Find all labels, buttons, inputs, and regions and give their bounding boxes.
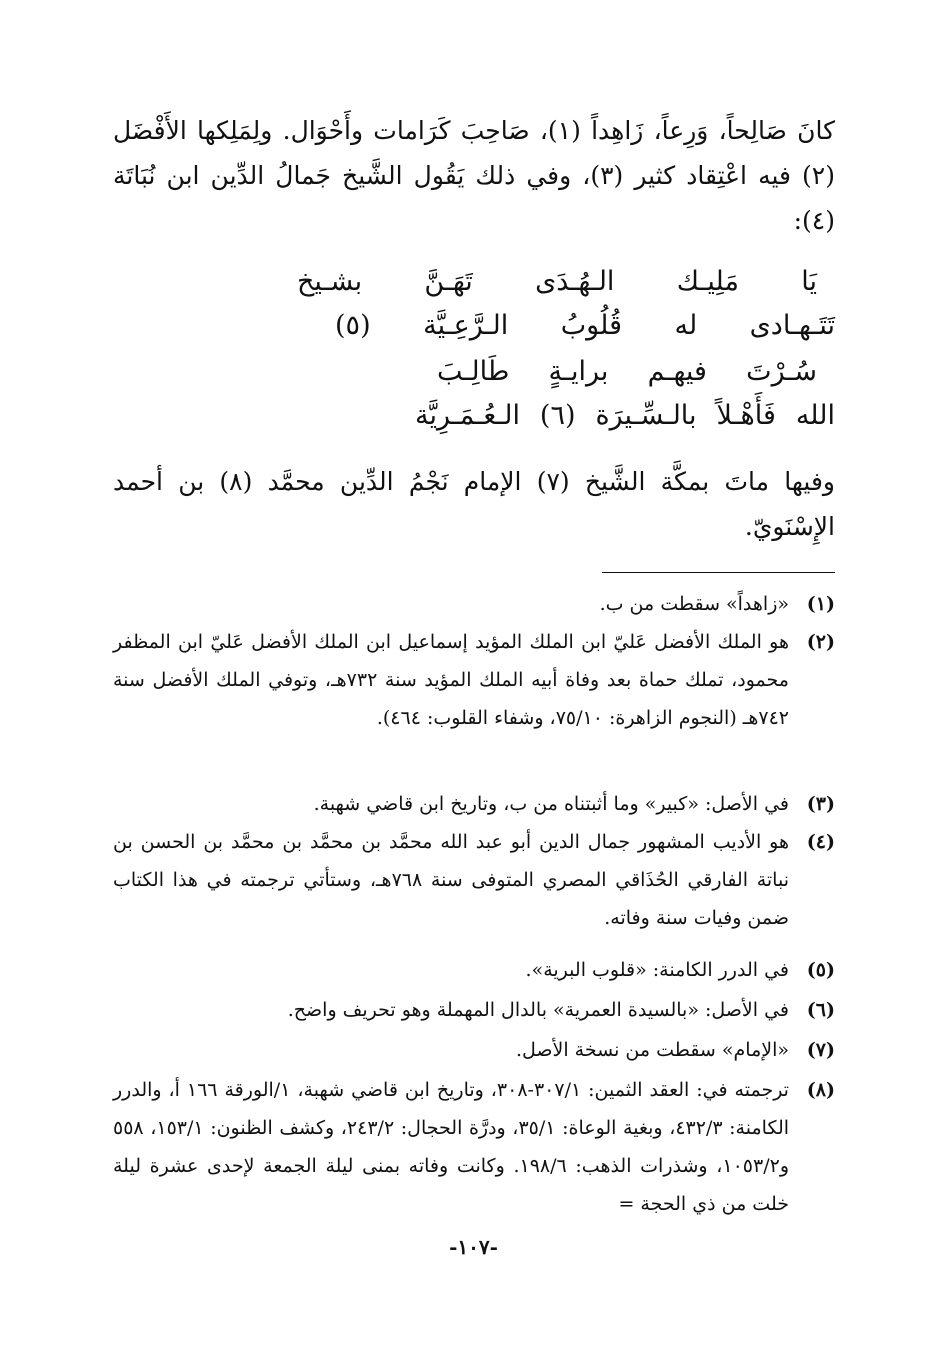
footnote-5 [113, 951, 835, 989]
poem-verse-1-second-hemistich: تَتَـهـادى له قُلُوبُ الـرَّعِـيَّة (٥) [335, 310, 835, 341]
footnote-1 [113, 585, 835, 623]
footnote-number: (٤) [806, 831, 835, 853]
footnote-text: في الدرر الكامنة: «قلوب البرية». [525, 959, 789, 981]
footnote-text: ترجمته في: العقد الثمين: ٣٠٧/١-٣٠٨، وتاريخ ابن قاضي شهبة، ١/الورقة ١٦٦ أ، والدرر الكامنة: ٤٣٢/٣، وبغية الوعاة: ٣٥/١، ودرَّة الحجال: ٢٤٣/٢، وكشف الظنون: ١٥٣/١، ٥٥٨ و١٠٥٣/٢، وشذرات الذهب: ١٩٨/٦. وكانت وفاته بمنى ليلة الجمعة لإحدى عشرة ليلة خلت من ذي الحجة = [113, 1079, 790, 1215]
footnote-7 [113, 1031, 835, 1069]
poem-verse-1-first-hemistich: يَا مَلِيـك الـهُـدَى تَهَـنَّ بشـيخ [297, 266, 817, 297]
footnote-text: «الإمام» سقطت من نسخة الأصل. [515, 1039, 789, 1061]
footnote-4 [113, 823, 835, 937]
body-paragraph-2: وفيها ماتَ بمكَّة الشَّيخ (٧) الإمام نَجْمُ الدِّين محمَّد (٨) بن أحمد الإِسْنَويّ. [113, 467, 835, 541]
footnote-text: هو الملك الأفضل عَليّ ابن الملك المؤيد إسماعيل ابن الملك الأفضل عَليّ ابن المظفر محمود، تملك حماة بعد وفاة أبيه الملك المؤيد سنة ٧٣٢هـ، وتوفي الملك الأفضل سنة ٧٤٢هـ (النجوم الزاهرة: ٧٥/١٠، وشفاء القلوب: ٤٦٤). [113, 631, 789, 729]
footnote-text: «زاهداً» سقطت من ب. [599, 593, 789, 615]
footnote-number: (١) [806, 593, 835, 615]
footnote-separator [602, 572, 835, 573]
poem-verse-2-first-hemistich: سُـرْتَ فيهـم برايـةٍ طَالِـبَ [437, 356, 817, 387]
page-number: -١٠٧- [449, 1235, 498, 1259]
footnote-6 [113, 991, 835, 1029]
footnote-number: (٦) [806, 999, 835, 1021]
footnote-text: في الأصل: «كبير» وما أثبتناه من ب، وتاريخ ابن قاضي شهبة. [313, 793, 789, 815]
footnote-number: (٥) [806, 959, 835, 981]
footnote-2 [113, 623, 835, 737]
footnote-text: في الأصل: «بالسيدة العمرية» بالدال المهملة وهو تحريف واضح. [287, 999, 789, 1021]
footnote-8 [113, 1071, 835, 1223]
poem-verse-2-second-hemistich: الله فَأَهْـلاً بالـسِّـيرَة (٦) الـعُـمَـرِيَّة [415, 400, 835, 431]
footnote-number: (٧) [806, 1039, 835, 1061]
footnote-number: (٢) [806, 631, 835, 653]
footnote-text: هو الأديب المشهور جمال الدين أبو عبد الله محمَّد بن محمَّد بن محمَّد بن الحسن بن نباتة الفارقي الحُذَاقي المصري المتوفى سنة ٧٦٨هـ، وستأتي ترجمته في هذا الكتاب ضمن وفيات سنة وفاته. [113, 831, 789, 929]
footnote-number: (٨) [806, 1079, 835, 1101]
footnote-number: (٣) [806, 793, 835, 815]
body-paragraph-1: كانَ صَالِحاً، وَرِعاً، زَاهِداً (١)، صَاحِبَ كَرَامات وأَحْوَال. ولِمَلِكها الأَفْضَل (٢) فيه اعْتِقاد كثير (٣)، وفي ذلك يَقُول الشَّيخ جَمالُ الدِّين ابن نُبَاتَة (٤): [113, 116, 835, 235]
footnote-3 [113, 785, 835, 823]
